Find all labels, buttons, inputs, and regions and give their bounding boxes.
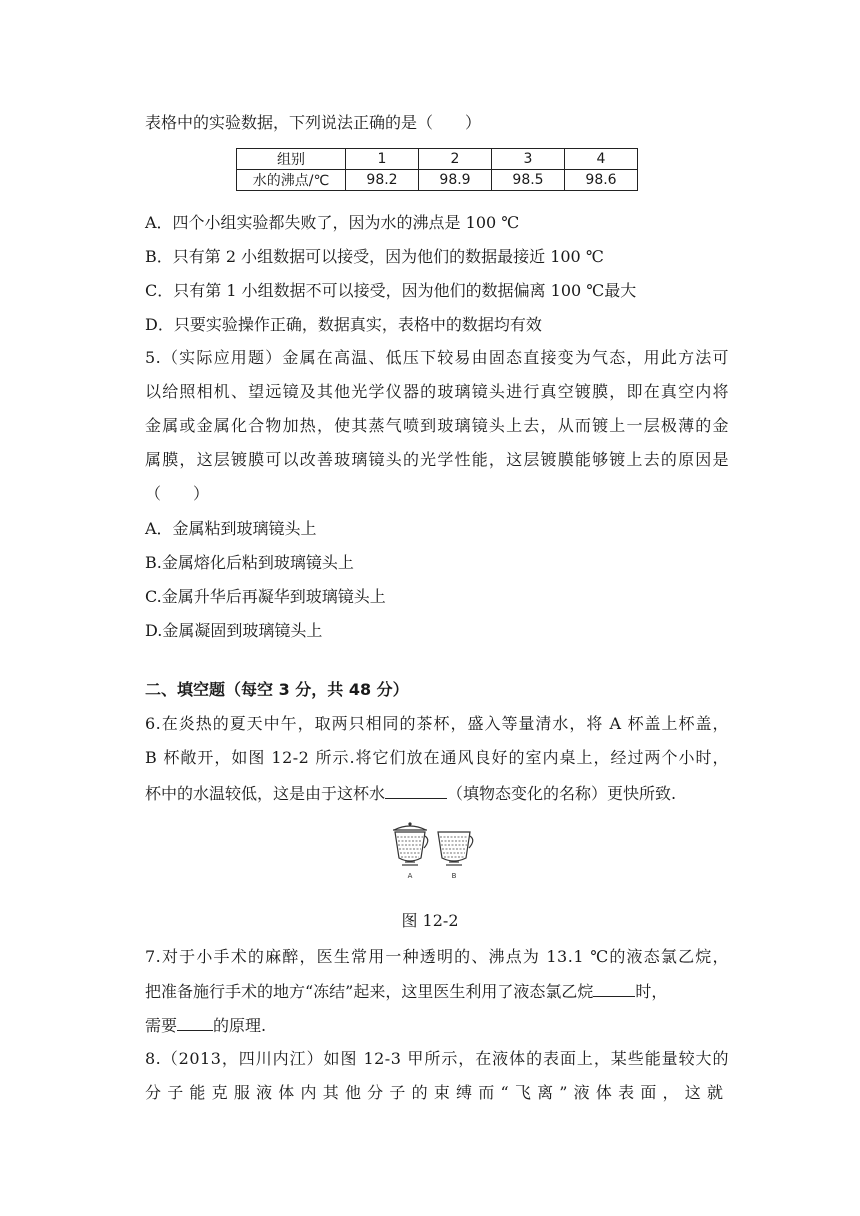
question-6-text: 杯中的水温较低，这是由于这杯水 [145, 784, 386, 803]
table-cell: 98.6 [565, 170, 638, 191]
cup-a-illustration [393, 822, 428, 865]
question-7-line: 7.对于小手术的麻醉，医生常用一种透明的、沸点为 13.1 ℃的液态氯乙烷， [145, 947, 729, 966]
answer-blank[interactable] [593, 980, 635, 997]
boiling-point-table [236, 148, 638, 191]
table-row [237, 149, 638, 170]
question-7-text: 需要 [145, 1016, 178, 1035]
question-6-text: （填物态变化的名称）更快所致. [447, 784, 677, 803]
teacup-figure [388, 820, 476, 882]
question-7-line [145, 1014, 266, 1037]
cup-a-label: A [407, 872, 413, 880]
answer-blank[interactable] [177, 1014, 213, 1031]
question-4-option-c: C．只有第 1 小组数据不可以接受，因为他们的数据偏离 100 ℃最大 [145, 281, 637, 300]
table-row [237, 170, 638, 191]
question-4-option-d: D．只要实验操作正确，数据真实，表格中的数据均有效 [145, 315, 542, 334]
question-4-option-a: A．四个小组实验都失败了，因为水的沸点是 100 ℃ [145, 213, 520, 232]
question-6-line: 6.在炎热的夏天中午，取两只相同的茶杯，盛入等量清水，将 A 杯盖上杯盖， [145, 714, 729, 733]
table-cell: 3 [492, 149, 565, 170]
table-cell: 水的沸点/℃ [237, 170, 346, 191]
cup-b-label: B [451, 872, 457, 880]
question-8-line: 8.（2013，四川内江）如图 12-3 甲所示，在液体的表面上，某些能量较大的 [145, 1049, 729, 1068]
cup-b-illustration [438, 832, 473, 865]
question-6-line [145, 782, 676, 805]
table-cell: 组别 [237, 149, 346, 170]
question-5-line: 以给照相机、望远镜及其他光学仪器的玻璃镜头进行真空镀膜，即在真空内将 [145, 382, 729, 401]
question-8-line: 分子能克服液体内其他分子的束缚而“飞离”液体表面，这就 [145, 1083, 729, 1102]
figure-caption: 图 12-2 [401, 911, 459, 930]
table-cell: 2 [419, 149, 492, 170]
question-5-answer-paren: （ ） [145, 484, 210, 503]
section-title: 二、填空题（每空 3 分，共 48 分） [145, 680, 409, 699]
question-5-line: 金属或金属化合物加热，使其蒸气喷到玻璃镜头上去，从而镀上一层极薄的金 [145, 416, 729, 435]
answer-blank[interactable] [385, 782, 447, 799]
question-7-text: 的原理. [213, 1016, 267, 1035]
table-cell: 1 [346, 149, 419, 170]
question-5-option-b: B.金属熔化后粘到玻璃镜头上 [145, 553, 354, 572]
question-6-line: B 杯敞开，如图 12-2 所示.将它们放在通风良好的室内桌上，经过两个小时， [145, 748, 729, 767]
question-4-stem: 表格中的实验数据，下列说法正确的是（ ） [145, 113, 482, 132]
table-cell: 98.5 [492, 170, 565, 191]
table-cell: 4 [565, 149, 638, 170]
question-5-option-d: D.金属凝固到玻璃镜头上 [145, 621, 323, 640]
table-cell: 98.9 [419, 170, 492, 191]
question-5-option-c: C.金属升华后再凝华到玻璃镜头上 [145, 587, 386, 606]
question-4-option-b: B．只有第 2 小组数据可以接受，因为他们的数据最接近 100 ℃ [145, 247, 604, 266]
table-cell: 98.2 [346, 170, 419, 191]
question-7-text: 把准备施行手术的地方“冻结”起来，这里医生利用了液态氯乙烷 [145, 982, 594, 1001]
question-7-text: 时， [635, 982, 668, 1001]
question-7-line [145, 980, 667, 1003]
question-5-option-a: A．金属粘到玻璃镜头上 [145, 519, 317, 538]
question-5-line: 属膜，这层镀膜可以改善玻璃镜头的光学性能，这层镀膜能够镀上去的原因是 [145, 450, 729, 469]
question-5-line: 5.（实际应用题）金属在高温、低压下较易由固态直接变为气态，用此方法可 [145, 348, 729, 367]
